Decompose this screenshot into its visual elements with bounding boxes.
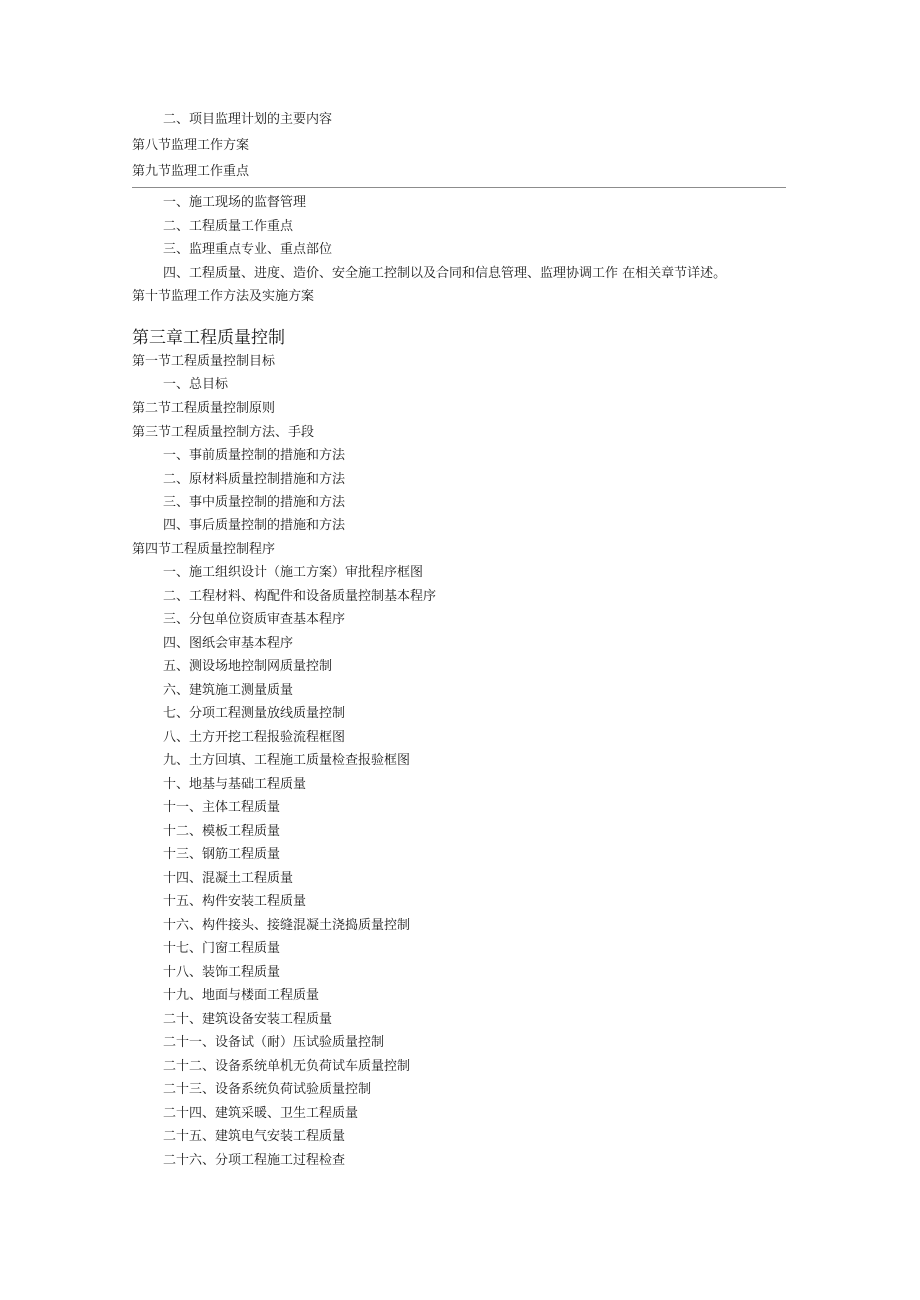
toc-item: 二十六、分项工程施工过程检查 [163, 1153, 346, 1168]
toc-item: 十、地基与基础工程质量 [163, 777, 307, 792]
toc-item: 二、原材料质量控制措施和方法 [163, 472, 346, 487]
toc-item: 一、施工组织设计（施工方案）审批程序框图 [163, 565, 424, 580]
toc-item: 五、测设场地控制网质量控制 [163, 659, 333, 674]
chapter-title: 第三章工程质量控制 [132, 328, 285, 348]
toc-item: 二十一、设备试（耐）压试验质量控制 [163, 1035, 385, 1050]
toc-item: 二十四、建筑采暖、卫生工程质量 [163, 1106, 359, 1121]
toc-item: 九、土方回填、工程施工质量检查报验框图 [163, 753, 411, 768]
toc-item: 一、事前质量控制的措施和方法 [163, 448, 346, 463]
toc-section: 第八节监理工作方案 [132, 138, 250, 153]
toc-item: 二十五、建筑电气安装工程质量 [163, 1129, 346, 1144]
toc-section: 第九节监理工作重点 [132, 164, 250, 179]
toc-item: 十八、装饰工程质量 [163, 965, 281, 980]
toc-item: 十一、主体工程质量 [163, 800, 281, 815]
toc-item: 二十三、设备系统负荷试验质量控制 [163, 1082, 372, 1097]
toc-item: 二十、建筑设备安装工程质量 [163, 1012, 333, 1027]
toc-item: 二、项目监理计划的主要内容 [163, 112, 333, 127]
toc-section: 第一节工程质量控制目标 [132, 354, 276, 369]
toc-item: 一、总目标 [163, 377, 229, 392]
toc-section: 第十节监理工作方法及实施方案 [132, 289, 315, 304]
toc-item: 三、监理重点专业、重点部位 [163, 242, 333, 257]
toc-item: 一、施工现场的监督管理 [163, 195, 307, 210]
toc-item: 八、土方开挖工程报验流程框图 [163, 730, 346, 745]
toc-item: 十三、钢筋工程质量 [163, 847, 281, 862]
toc-item: 三、事中质量控制的措施和方法 [163, 495, 346, 510]
toc-section: 第三节工程质量控制方法、手段 [132, 425, 315, 440]
toc-item: 七、分项工程测量放线质量控制 [163, 706, 346, 721]
toc-item: 四、图纸会审基本程序 [163, 636, 294, 651]
toc-item: 二、工程材料、构配件和设备质量控制基本程序 [163, 589, 437, 604]
horizontal-rule [132, 187, 786, 188]
toc-item: 六、建筑施工测量质量 [163, 683, 294, 698]
toc-item: 十五、构件安装工程质量 [163, 894, 307, 909]
toc-section: 第四节工程质量控制程序 [132, 542, 276, 557]
toc-item: 十四、混凝土工程质量 [163, 871, 294, 886]
toc-section: 第二节工程质量控制原则 [132, 401, 276, 416]
toc-item: 十九、地面与楼面工程质量 [163, 988, 320, 1003]
toc-item: 十七、门窗工程质量 [163, 941, 281, 956]
toc-item: 十六、构件接头、接缝混凝土浇捣质量控制 [163, 918, 411, 933]
toc-item: 四、工程质量、进度、造价、安全施工控制以及合同和信息管理、监理协调工作 在相关章节详述。 [163, 266, 727, 281]
toc-item: 三、分包单位资质审查基本程序 [163, 612, 346, 627]
toc-item: 二、工程质量工作重点 [163, 219, 294, 234]
toc-item: 四、事后质量控制的措施和方法 [163, 518, 346, 533]
toc-item: 二十二、设备系统单机无负荷试车质量控制 [163, 1059, 411, 1074]
toc-item: 十二、模板工程质量 [163, 824, 281, 839]
